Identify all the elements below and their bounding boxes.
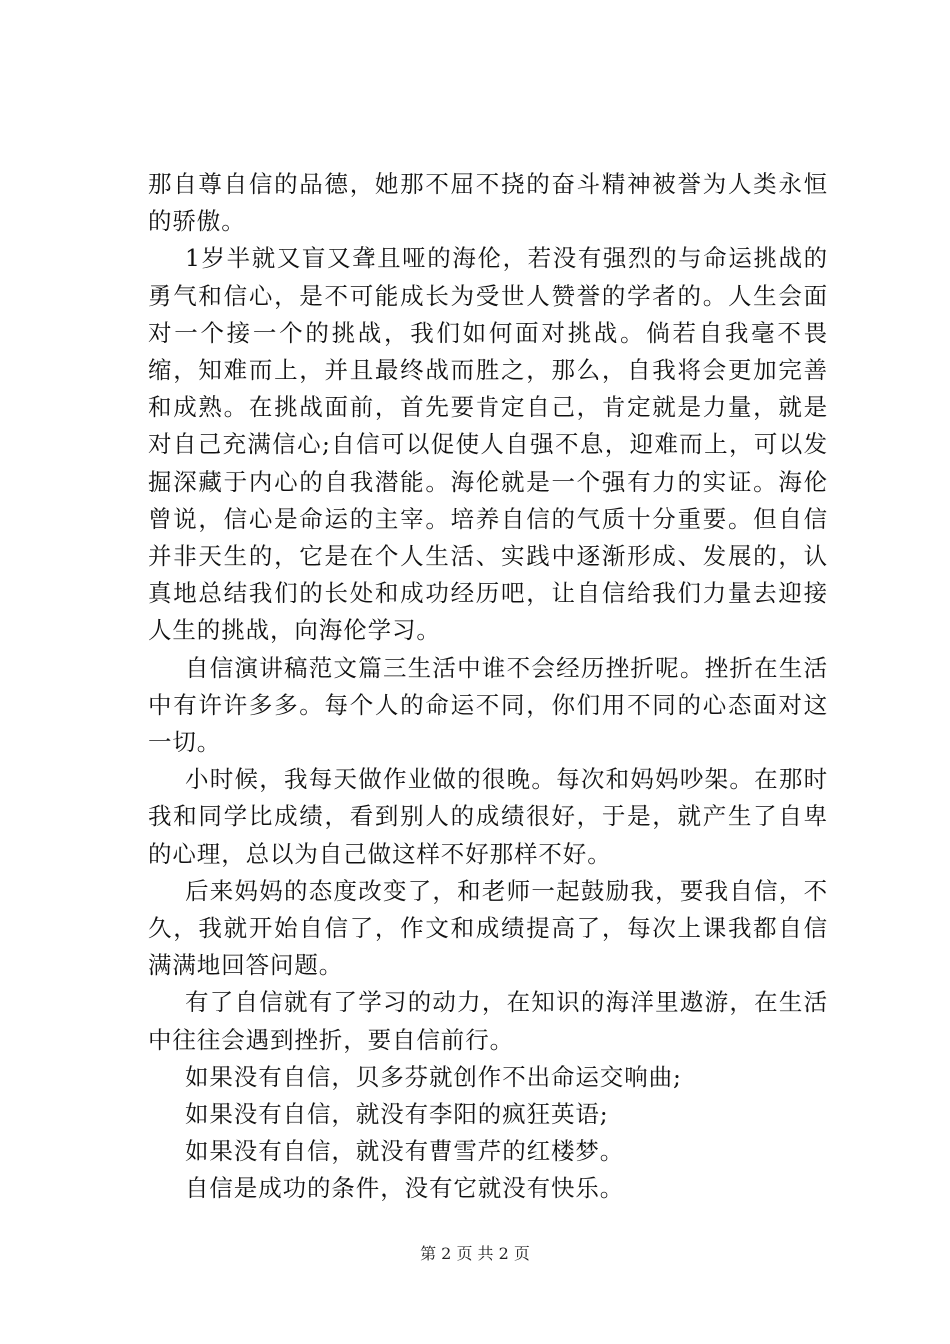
paragraph-continuation: 那自尊自信的品德，她那不屈不挠的奋斗精神被誉为人类永恒的骄傲。 xyxy=(148,170,828,236)
paragraph-sample-three-intro: 自信演讲稿范文篇三生活中谁不会经历挫折呢。挫折在生活中有许许多多。每个人的命运不同，你们用不同的心态面对这一切。 xyxy=(148,653,828,757)
paragraph-helen: 1岁半就又盲又聋且哑的海伦，若没有强烈的与命运挑战的勇气和信心，是不可能成长为受世人赞誉的学者的。人生会面对一个接一个的挑战，我们如何面对挑战。倘若自我毫不畏缩，知难而上，并且最终战而胜之，那么，自我将会更加完善和成熟。在挑战面前，首先要肯定自己，肯定就是力量，就是对自己充满信心;自信可以促使人自强不息，迎难而上，可以发掘深藏于内心的自我潜能。海伦就是一个强有力的实证。海伦曾说，信心是命运的主宰。培养自信的气质十分重要。但自信并非天生的，它是在个人生活、实践中逐渐形成、发展的，认真地总结我们的长处和成功经历吧，让自信给我们力量去迎接人生的挑战，向海伦学习。 xyxy=(148,244,828,645)
paragraph-beethoven: 如果没有自信，贝多芬就创作不出命运交响曲; xyxy=(185,1062,682,1091)
page-number: 第 2 页 共 2 页 xyxy=(420,1244,530,1263)
paragraph-childhood: 小时候，我每天做作业做的很晚。每次和妈妈吵架。在那时我和同学比成绩，看到别人的成绩很好，于是，就产生了自卑的心理，总以为自己做这样不好那样不好。 xyxy=(148,765,828,868)
paragraph-motivation: 有了自信就有了学习的动力，在知识的海洋里遨游，在生活中往往会遇到挫折，要自信前行。 xyxy=(148,988,828,1054)
document-body xyxy=(148,166,828,1208)
paragraph-conclusion: 自信是成功的条件，没有它就没有快乐。 xyxy=(185,1174,625,1203)
paragraph-li-yang: 如果没有自信，就没有李阳的疯狂英语; xyxy=(185,1100,609,1129)
paragraph-mother-change: 后来妈妈的态度改变了，和老师一起鼓励我，要我自信，不久，我就开始自信了，作文和成绩提高了，每次上课我都自信满满地回答问题。 xyxy=(148,876,828,980)
paragraph-cao-xueqin: 如果没有自信，就没有曹雪芹的红楼梦。 xyxy=(185,1137,625,1166)
page-footer xyxy=(0,1244,950,1264)
